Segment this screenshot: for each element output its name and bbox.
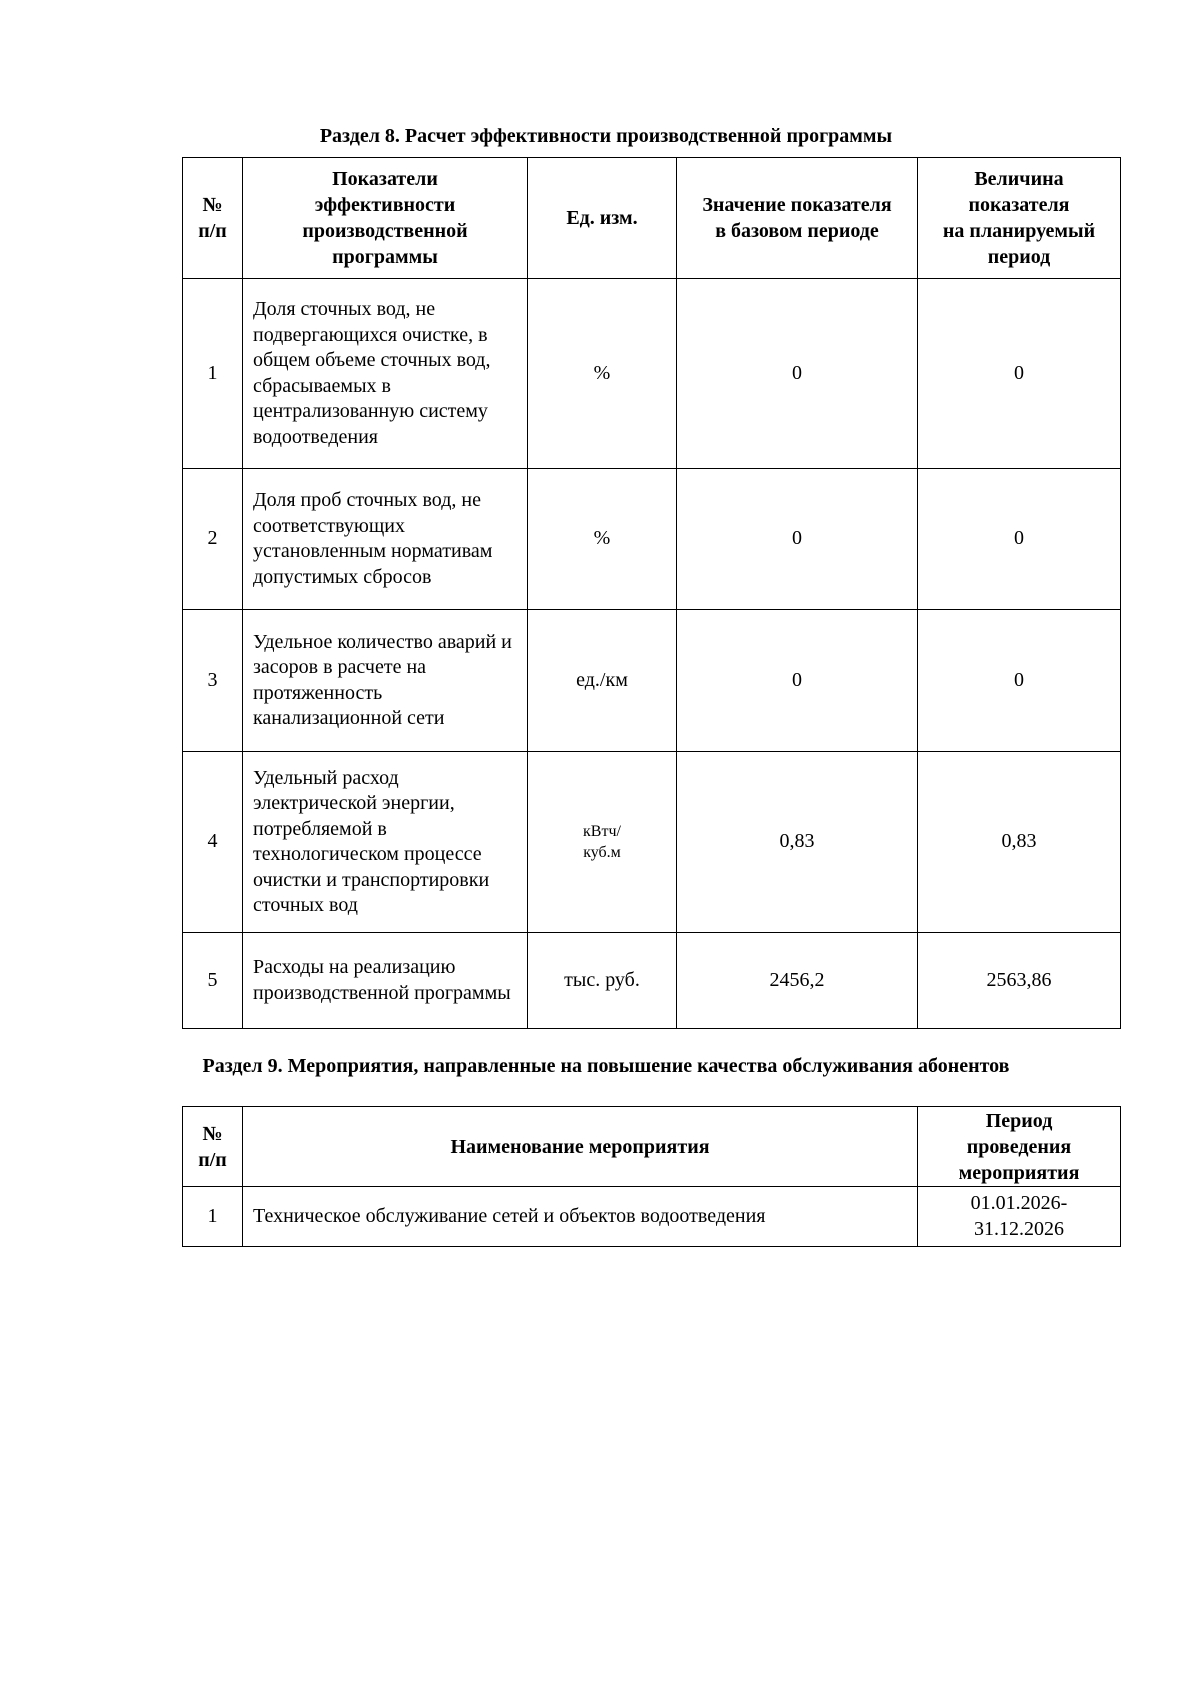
column-header-activity-name: Наименование мероприятия [243,1107,918,1187]
row-number: 1 [183,1187,243,1247]
table-row [183,752,1121,933]
activity-name: Техническое обслуживание сетей и объектов водоотведения [243,1187,918,1247]
unit: ед./км [528,610,677,752]
activity-period: 01.01.2026- 31.12.2026 [918,1187,1121,1247]
unit: кВтч/ куб.м [528,752,677,933]
column-header-period: Период проведения мероприятия [918,1107,1121,1187]
table-row [183,610,1121,752]
indicator-name: Расходы на реализацию производственной программы [243,933,528,1029]
unit: тыс. руб. [528,933,677,1029]
column-header-num: № п/п [183,158,243,279]
row-number: 4 [183,752,243,933]
table-header-row [183,158,1121,279]
activities-table [182,1106,1121,1247]
column-header-base-value: Значение показателя в базовом периоде [677,158,918,279]
base-value: 0,83 [677,752,918,933]
row-number: 1 [183,279,243,469]
planned-value: 0 [918,469,1121,610]
unit: % [528,469,677,610]
column-header-indicator: Показатели эффективности производственной программы [243,158,528,279]
planned-value: 0,83 [918,752,1121,933]
row-number: 5 [183,933,243,1029]
indicator-name: Доля сточных вод, не подвергающихся очистке, в общем объеме сточных вод, сбрасываемых в централизованную систему водоотведения [243,279,528,469]
indicator-name: Удельный расход электрической энергии, потребляемой в технологическом процессе очистки и транспортировки сточных вод [243,752,528,933]
table-row [183,279,1121,469]
row-number: 3 [183,610,243,752]
column-header-planned-value: Величина показателя на планируемый период [918,158,1121,279]
section-8-title: Раздел 8. Расчет эффективности производственной программы [319,125,893,147]
indicator-name: Удельное количество аварий и засоров в расчете на протяженность канализационной сети [243,610,528,752]
planned-value: 0 [918,610,1121,752]
column-header-unit: Ед. изм. [528,158,677,279]
base-value: 0 [677,469,918,610]
table-row [183,933,1121,1029]
table-row [183,469,1121,610]
row-number: 2 [183,469,243,610]
section-9-title: Раздел 9. Мероприятия, направленные на повышение качества обслуживания абонентов [202,1055,1010,1077]
unit: % [528,279,677,469]
base-value: 2456,2 [677,933,918,1029]
base-value: 0 [677,610,918,752]
efficiency-table [182,157,1121,1029]
planned-value: 0 [918,279,1121,469]
table-header-row [183,1107,1121,1187]
indicator-name: Доля проб сточных вод, не соответствующих установленным нормативам допустимых сбросов [243,469,528,610]
table-row [183,1187,1121,1247]
column-header-num: № п/п [183,1107,243,1187]
planned-value: 2563,86 [918,933,1121,1029]
base-value: 0 [677,279,918,469]
